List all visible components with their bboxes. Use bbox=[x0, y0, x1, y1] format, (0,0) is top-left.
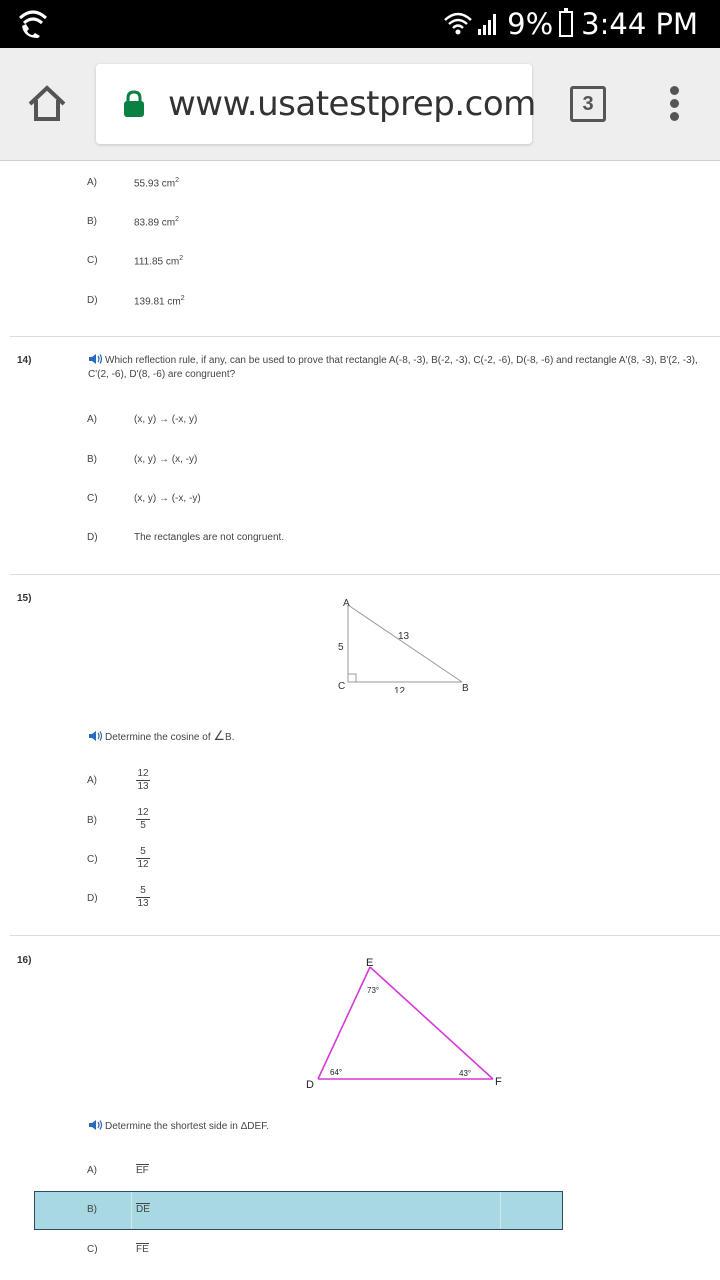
q15-option-d-fraction[interactable]: $\frac{5}{13}$ bbox=[137, 885, 149, 909]
q15-option-a-fraction[interactable]: $\frac{12}{13}$ bbox=[137, 768, 149, 792]
q16-number: 16) bbox=[17, 955, 32, 966]
row-separator bbox=[500, 1192, 501, 1229]
divider bbox=[10, 574, 720, 575]
divider bbox=[10, 336, 720, 337]
battery-percent: 9% bbox=[507, 7, 554, 41]
q14-option-d-letter[interactable]: D) bbox=[87, 532, 98, 543]
lock-icon bbox=[122, 90, 146, 118]
angle-f-label: 43° bbox=[459, 1069, 472, 1078]
right-angle-marker bbox=[348, 674, 356, 682]
side-ab bbox=[348, 605, 462, 682]
q14-option-b-text[interactable]: (x, y) → (x, -y) bbox=[134, 454, 198, 465]
q13-option-d-letter[interactable]: D) bbox=[87, 295, 98, 306]
q16-option-a-text[interactable]: EF bbox=[136, 1165, 149, 1176]
clock: 3:44 PM bbox=[581, 7, 698, 41]
q15-option-c-fraction[interactable]: $\frac{5}{12}$ bbox=[137, 846, 149, 870]
q15-option-a-letter[interactable]: A) bbox=[87, 775, 97, 786]
speaker-icon[interactable] bbox=[88, 1120, 103, 1130]
vertex-a-label: A bbox=[343, 598, 350, 609]
q13-option-a-letter[interactable]: A) bbox=[87, 177, 97, 188]
q13-option-d-text[interactable]: 139.81 $cm^2$ bbox=[134, 295, 185, 308]
page-content bbox=[0, 161, 720, 1280]
row-separator bbox=[131, 1192, 132, 1229]
url-text: www.usatestprep.com bbox=[168, 84, 536, 124]
q14-option-a-letter[interactable]: A) bbox=[87, 414, 97, 425]
q14-option-a-text[interactable]: (x, y) → (-x, y) bbox=[134, 414, 198, 425]
angle-d-label: 64° bbox=[330, 1068, 343, 1077]
vertex-f-label: F bbox=[495, 1076, 502, 1088]
speaker-icon[interactable] bbox=[88, 731, 103, 741]
q14-option-c-letter[interactable]: C) bbox=[87, 493, 98, 504]
home-icon[interactable] bbox=[26, 82, 68, 124]
q15-number: 15) bbox=[17, 593, 32, 604]
speaker-icon[interactable] bbox=[88, 354, 103, 364]
q16-option-b-text[interactable]: DE bbox=[136, 1204, 150, 1215]
vertex-e-label: E bbox=[366, 957, 374, 969]
wifi-icon bbox=[443, 11, 473, 37]
q16-triangle-def-figure bbox=[300, 951, 510, 1096]
wifi-calling-icon bbox=[16, 8, 50, 38]
cell-signal-icon bbox=[477, 13, 499, 35]
browser-toolbar bbox=[0, 48, 720, 161]
side-cb-label: 12 bbox=[394, 686, 406, 693]
address-bar[interactable] bbox=[96, 64, 536, 144]
q14-option-b-letter[interactable]: B) bbox=[87, 454, 97, 465]
q16-option-c-text[interactable]: FE bbox=[136, 1244, 149, 1255]
vertex-d-label: D bbox=[306, 1079, 314, 1091]
q15-option-b-fraction[interactable]: $\frac{12}{5}$ bbox=[137, 807, 149, 831]
q14-number: 14) bbox=[17, 355, 32, 366]
status-bar bbox=[0, 0, 720, 48]
divider bbox=[10, 935, 720, 936]
q15-option-c-letter[interactable]: C) bbox=[87, 854, 98, 865]
q14-text: Which reflection rule, if any, can be used to prove that rectangle A(-8, -3), B(-2, -3), C(-2, -6), D(-8, -6) and rectangle A'(8, -3), B'(2, -3), C'(2, -6), D'(8, -6) are congruent? bbox=[88, 355, 698, 380]
vertex-c-label: C bbox=[338, 681, 346, 692]
side-de bbox=[318, 967, 370, 1079]
q13-option-a-text[interactable]: 55.93 $cm^2$ bbox=[134, 177, 180, 190]
tab-switcher-button[interactable]: 3 bbox=[570, 86, 606, 122]
q16-text: Determine the shortest side in ΔDEF. bbox=[88, 1120, 708, 1134]
q13-option-c-letter[interactable]: C) bbox=[87, 255, 98, 266]
side-ab-label: 13 bbox=[398, 631, 410, 642]
q16-option-a-letter[interactable]: A) bbox=[87, 1165, 97, 1176]
overflow-menu-icon[interactable] bbox=[668, 86, 680, 122]
battery-icon bbox=[559, 11, 573, 37]
q13-option-b-text[interactable]: 83.89 $cm^2$ bbox=[134, 216, 180, 229]
side-ac-label: 5 bbox=[338, 642, 344, 653]
q14-option-d-text[interactable]: The rectangles are not congruent. bbox=[134, 532, 285, 543]
q13-option-c-text[interactable]: 111.85 $cm^2$ bbox=[134, 255, 184, 268]
q15-right-triangle-figure bbox=[330, 593, 480, 693]
q15-option-b-letter[interactable]: B) bbox=[87, 815, 97, 826]
vertex-b-label: B bbox=[462, 683, 469, 693]
q16-option-b-selected-row[interactable] bbox=[34, 1191, 563, 1230]
side-ef bbox=[370, 967, 493, 1079]
q14-option-c-text[interactable]: (x, y) → (-x, -y) bbox=[134, 493, 201, 504]
q15-text: Determine the cosine of ∠B. bbox=[88, 729, 708, 745]
q16-option-b-letter[interactable]: B) bbox=[87, 1204, 97, 1215]
q13-option-b-letter[interactable]: B) bbox=[87, 216, 97, 227]
angle-e-label: 73° bbox=[367, 986, 380, 995]
angle-symbol: ∠ bbox=[213, 728, 226, 743]
q16-option-c-letter[interactable]: C) bbox=[87, 1244, 98, 1255]
q15-option-d-letter[interactable]: D) bbox=[87, 893, 98, 904]
